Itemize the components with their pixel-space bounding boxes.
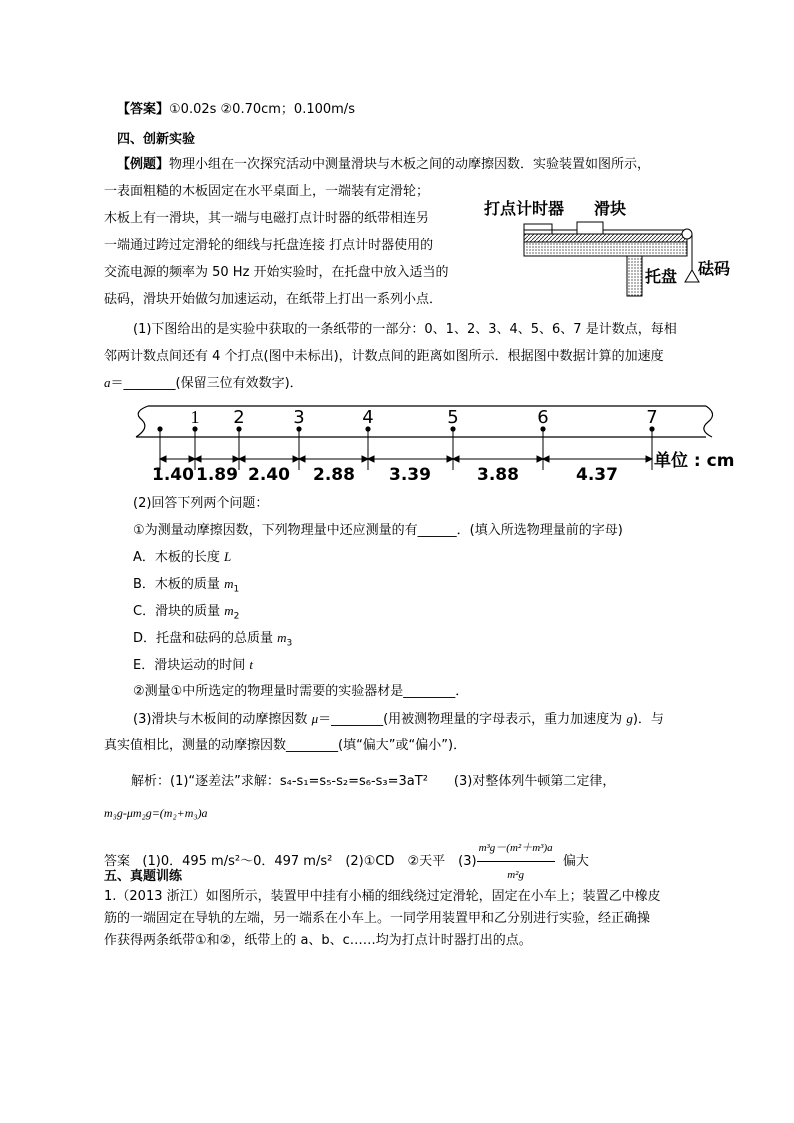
problem-1-line-1: 1.（2013 浙江）如图所示，装置甲中挂有小桶的细线绕过定滑轮，固定在小车上；装置乙中橡皮 — [104, 889, 661, 904]
point-label-2: 2 — [233, 407, 245, 428]
example-line-1: 【例题】物理小组在一次探究活动中测量滑块与木板之间的动摩擦因数．实验装置如图所示， — [117, 157, 651, 172]
option-b: B．木板的质量 $m_1$ — [133, 576, 240, 595]
analysis-line-1: 解析：(1)“逐差法”求解：s₄-s₁=s₅-s₂=s₆-s₃=3aT² (3)对整体列牛顿第二定律， — [131, 774, 616, 789]
q1-line-3: a＝________(保留三位有效数字)． — [104, 375, 303, 391]
distance-3-4: 2.88 — [313, 465, 355, 485]
point-label-6: 6 — [537, 407, 549, 428]
point-label-1: 1 — [190, 407, 200, 427]
point-label-7: 7 — [646, 407, 658, 428]
option-e: E．滑块运动的时间 t — [133, 657, 253, 673]
answer-tail: 偏大 — [562, 854, 589, 869]
q3-line-1: (3)滑块与木板间的动摩擦因数 μ＝________(用被测物理量的字母表示，重力加速度为 g)．与 — [133, 711, 664, 727]
q2-intro: (2)回答下列两个问题： — [133, 496, 269, 511]
point-label-4: 4 — [362, 407, 374, 428]
example-tag: 【例题】 — [117, 157, 170, 172]
tape-figure — [130, 400, 740, 492]
unit-label: 单位 : cm — [654, 451, 735, 471]
example-line-6: 砝码，滑块开始做匀加速运动，在纸带上打出一系列小点． — [104, 292, 443, 307]
q1-line-2: 邻两计数点间还有 4 个打点(图中未标出)，计数点间的距离如图所示．根据图中数据计算的加速度 — [104, 349, 664, 364]
q1-line-1: (1)下图给出的是实验中获取的一条纸带的一部分：0、1、2、3、4、5、6、7 是计数点，每相 — [133, 322, 677, 337]
distance-0-1: 1.40 — [152, 465, 194, 485]
answer-fraction: $\frac{\text{m³g－(m²＋m³)a}}{\text{m²g}}$ — [477, 835, 555, 888]
section-5-heading: 五、真题训练 — [104, 869, 183, 884]
point-label-5: 5 — [447, 407, 459, 428]
tape-right-break — [704, 406, 713, 437]
problem-1-line-2: 筋的一端固定在导轨的左端，另一端系在小车上。一同学用装置甲和乙分别进行实验，经正确操 — [104, 911, 651, 926]
timer-block — [524, 224, 552, 234]
q2-sub1: ①为测量动摩擦因数，下列物理量中还应测量的有______．(填入所选物理量前的字母) — [133, 523, 623, 538]
slider-block — [577, 222, 603, 234]
option-c: C．滑块的质量 $m_2$ — [133, 603, 240, 622]
tray-label: 托盘 — [645, 267, 678, 286]
table-top — [524, 242, 687, 256]
point-0 — [157, 426, 162, 470]
dimension-arrows — [160, 456, 652, 462]
option-a: A．木板的长度 L — [133, 549, 232, 565]
q3-line-2: 真实值相比，测量的动摩擦因数________(填“偏大”或“偏小”)． — [104, 738, 467, 753]
timer-label: 打点计时器 — [484, 199, 565, 218]
tape-left-break — [136, 406, 148, 437]
section-4-heading: 四、创新实验 — [117, 132, 196, 147]
problem-1-line-3: 作获得两条纸带①和②，纸带上的 a、b、c……均为打点计时器打出的点。 — [104, 933, 532, 948]
previous-answer — [117, 100, 355, 120]
example-line-4: 一端通过跨过定滑轮的细线与托盘连接 打点计时器使用的 — [104, 238, 434, 253]
analysis-line-2: m₃g-μm₂g=(m₂+m₃)a — [104, 806, 208, 820]
answer-label: 答案 — [104, 854, 131, 869]
answer-tag: 【答案】 — [117, 102, 170, 117]
table-leg — [627, 256, 642, 296]
example-line-5: 交流电源的频率为 50 Hz 开始实验时，在托盘中放入适当的 — [104, 265, 449, 280]
q2-sub2: ②测量①中所选定的物理量时需要的实验器材是________． — [133, 684, 469, 699]
weight-label: 砝码 — [698, 259, 731, 278]
distance-6-7: 4.37 — [576, 465, 618, 485]
distance-1-2: 1.89 — [196, 465, 238, 485]
option-d: D．托盘和砝码的总质量 $m_3$ — [133, 630, 293, 649]
example-line-3: 木板上有一滑块，其一端与电磁打点计时器的纸带相连另 — [104, 211, 430, 226]
example-line-2: 一表面粗糙的木板固定在水平桌面上，一端装有定滑轮； — [104, 184, 430, 199]
slider-label: 滑块 — [594, 199, 627, 218]
distance-5-6: 3.88 — [477, 465, 519, 485]
answer-body: (1)0．495 m/s²～0．497 m/s² (2)①CD ②天平 (3) — [142, 854, 477, 869]
answer-text: ①0.02s ②0.70cm；0.100m/s — [169, 102, 355, 117]
apparatus-figure — [484, 192, 744, 300]
distance-2-3: 2.40 — [248, 465, 290, 485]
board — [524, 234, 687, 242]
distance-4-5: 3.39 — [389, 465, 431, 485]
tray — [685, 270, 699, 282]
point-label-3: 3 — [293, 407, 305, 428]
pulley — [682, 229, 692, 239]
